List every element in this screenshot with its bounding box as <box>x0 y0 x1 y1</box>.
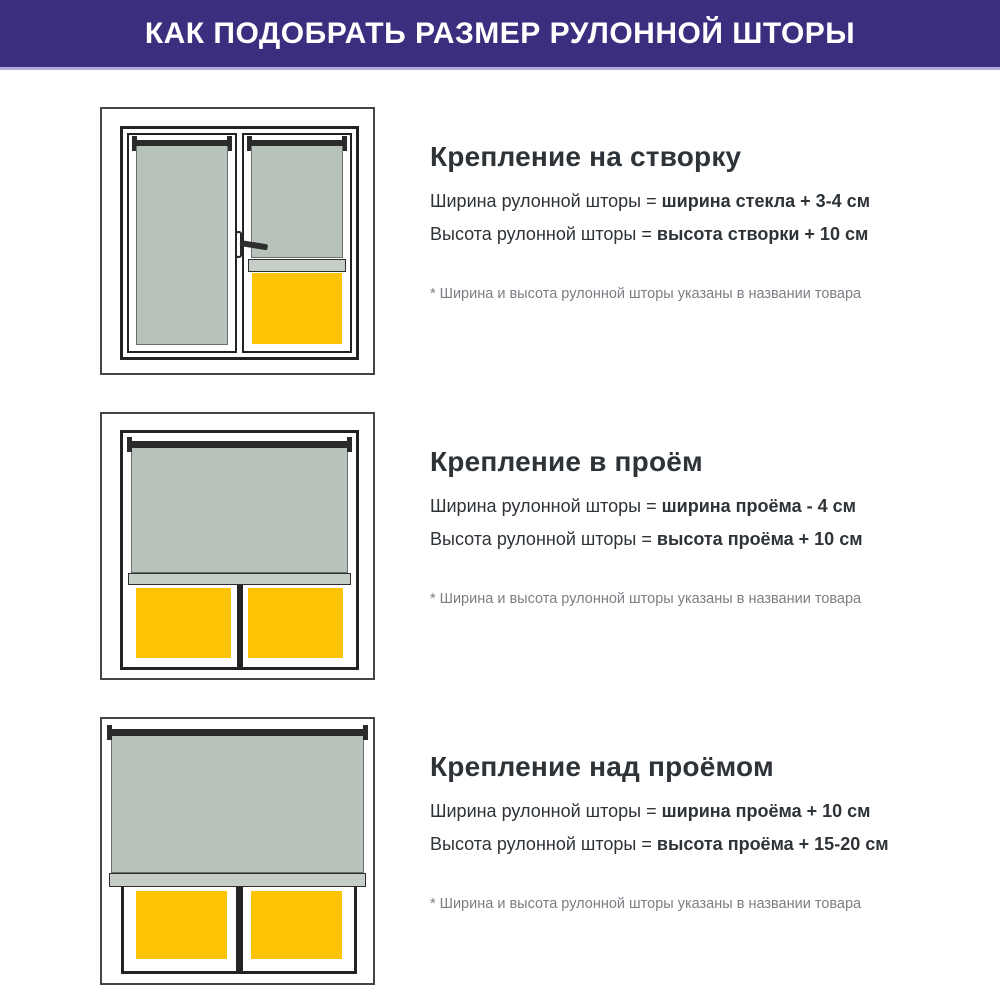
section-mount-in-opening <box>100 412 900 680</box>
blind-fabric <box>131 448 348 573</box>
height-formula <box>430 528 900 550</box>
section-text <box>430 107 900 303</box>
window-sash-right <box>242 133 352 353</box>
formula-label: Ширина рулонной шторы = <box>430 191 657 211</box>
window-glass-right <box>251 891 342 959</box>
width-formula <box>430 495 900 517</box>
section-text <box>430 717 900 913</box>
section-mount-above-opening <box>100 717 900 985</box>
blind-bottom-bar <box>128 573 351 585</box>
section-title: Крепление на створку <box>430 141 742 172</box>
formula-value: ширина стекла + 3-4 см <box>661 191 871 211</box>
window-glass-left <box>136 891 227 959</box>
blind-bottom-bar <box>109 873 366 887</box>
height-formula <box>430 833 900 855</box>
window-glass-left <box>136 588 231 658</box>
formula-value: высота створки + 10 см <box>656 224 869 244</box>
section-title: Крепление над проёмом <box>430 751 774 782</box>
formula-label: Высота рулонной шторы = <box>430 224 652 244</box>
window-sash-left <box>127 133 237 353</box>
formula-label: Ширина рулонной шторы = <box>430 801 657 821</box>
formula-value: ширина проёма - 4 см <box>661 496 856 516</box>
window-glass-right <box>248 588 343 658</box>
page-header <box>0 0 1000 70</box>
page-title: КАК ПОДОБРАТЬ РАЗМЕР РУЛОННОЙ ШТОРЫ <box>144 16 856 50</box>
blind-fabric <box>136 146 228 345</box>
formula-label: Высота рулонной шторы = <box>430 834 652 854</box>
width-formula <box>430 800 900 822</box>
rod-end-cap <box>107 725 112 740</box>
formula-value: ширина проёма + 10 см <box>661 801 871 821</box>
formula-value: высота проёма + 15-20 см <box>656 834 889 854</box>
handle-lever <box>240 240 269 250</box>
rod-end-cap <box>127 437 132 452</box>
height-formula <box>430 223 900 245</box>
window-glass <box>252 273 342 344</box>
blind-fabric <box>111 736 364 873</box>
rod-end-cap <box>347 437 352 452</box>
blind-rod <box>128 441 351 448</box>
section-mount-on-sash <box>100 107 900 375</box>
formula-label: Высота рулонной шторы = <box>430 529 652 549</box>
blind-rod <box>108 729 367 736</box>
window-frame <box>120 430 359 670</box>
footnote: * Ширина и высота рулонной шторы указаны в названии товара <box>430 286 862 302</box>
window-blind-on-sash-icon <box>100 107 375 375</box>
width-formula <box>430 190 900 212</box>
section-title: Крепление в проём <box>430 446 703 477</box>
formula-label: Ширина рулонной шторы = <box>430 496 657 516</box>
window-handle-icon <box>235 231 271 261</box>
formula-value: высота проёма + 10 см <box>656 529 863 549</box>
window-frame <box>120 126 359 360</box>
window-blind-above-opening-icon <box>100 717 375 985</box>
footnote: * Ширина и высота рулонной шторы указаны в названии товара <box>430 896 862 912</box>
footnote: * Ширина и высота рулонной шторы указаны в названии товара <box>430 591 862 607</box>
section-text <box>430 412 900 608</box>
rod-end-cap <box>363 725 368 740</box>
window-blind-in-opening-icon <box>100 412 375 680</box>
